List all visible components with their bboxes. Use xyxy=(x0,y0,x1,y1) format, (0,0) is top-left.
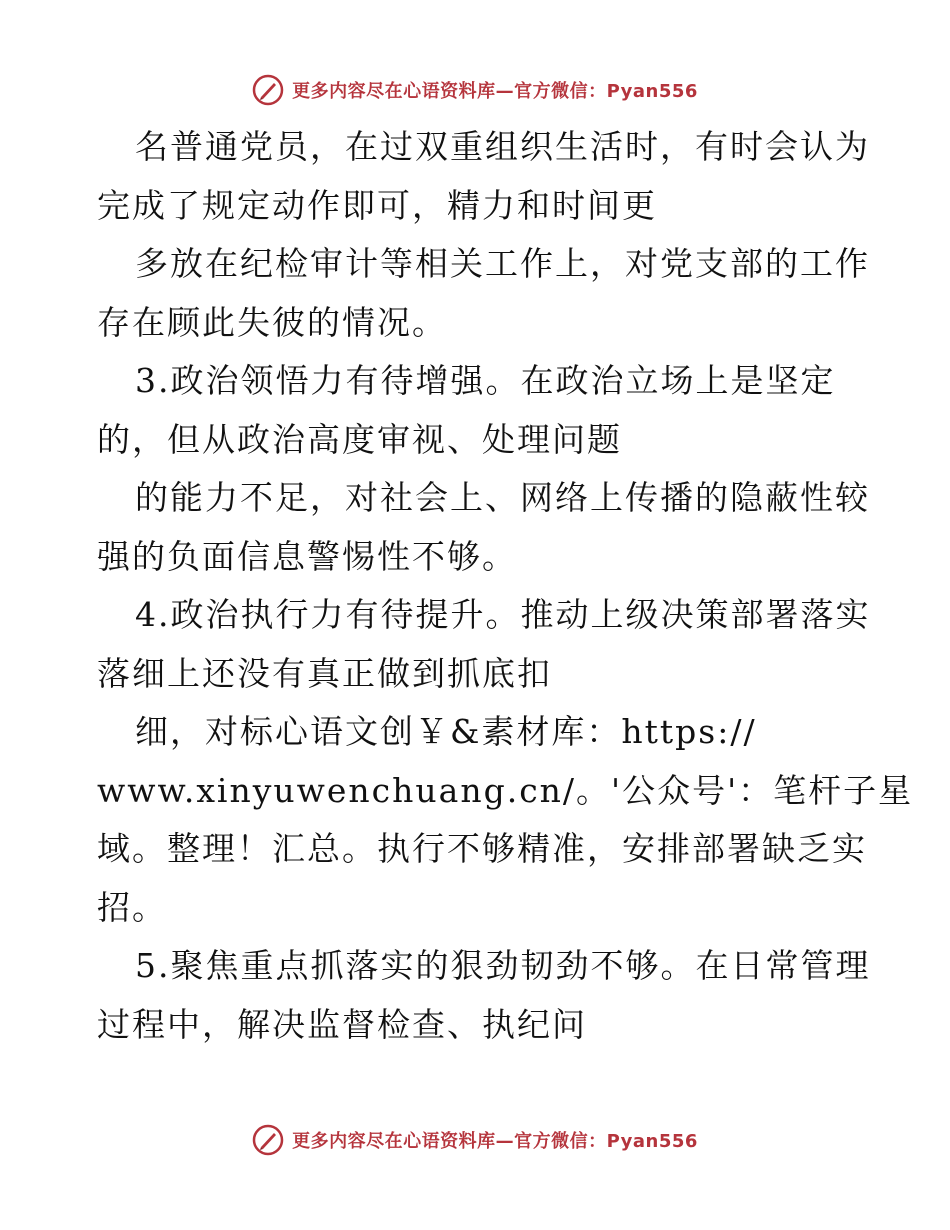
text-line: 的能力不足，对社会上、网络上传播的隐蔽性较 xyxy=(135,478,870,517)
document-body xyxy=(97,118,914,1054)
text-line: 细，对标心语文创￥&素材库：https:// xyxy=(135,712,757,751)
text-line: 多放在纪检审计等相关工作上，对党支部的工作 xyxy=(135,244,870,283)
text-line: 域。整理！汇总。执行不够精准，安排部署缺乏实 xyxy=(97,829,867,868)
header-watermark xyxy=(0,70,950,110)
text-line: 名普通党员，在过双重组织生活时，有时会认为 xyxy=(135,127,870,166)
text-line: 过程中，解决监督检查、执纪问 xyxy=(97,1004,587,1044)
watermark-text: 更多内容尽在心语资料库—官方微信：Pyan556 xyxy=(292,1131,698,1152)
quill-seal-icon xyxy=(252,74,284,106)
quill-seal-icon xyxy=(252,1124,284,1156)
watermark-text: 更多内容尽在心语资料库—官方微信：Pyan556 xyxy=(292,81,698,102)
footer-watermark xyxy=(0,1120,950,1160)
text-line: 强的负面信息警惕性不够。 xyxy=(97,536,517,576)
text-line: 4.政治执行力有待提升。推动上级决策部署落实 xyxy=(135,595,871,634)
text-line: www.xinyuwenchuang.cn/。'公众号'：笔杆子星 xyxy=(97,770,914,810)
text-line: 招。 xyxy=(97,887,167,927)
text-line: 存在顾此失彼的情况。 xyxy=(97,302,447,342)
text-line: 3.政治领悟力有待增强。在政治立场上是坚定 xyxy=(135,361,836,400)
text-line: 落细上还没有真正做到抓底扣 xyxy=(97,653,552,693)
text-line: 5.聚焦重点抓落实的狠劲韧劲不够。在日常管理 xyxy=(135,946,871,985)
text-line: 的，但从政治高度审视、处理问题 xyxy=(97,419,622,459)
text-line: 完成了规定动作即可，精力和时间更 xyxy=(97,185,657,225)
